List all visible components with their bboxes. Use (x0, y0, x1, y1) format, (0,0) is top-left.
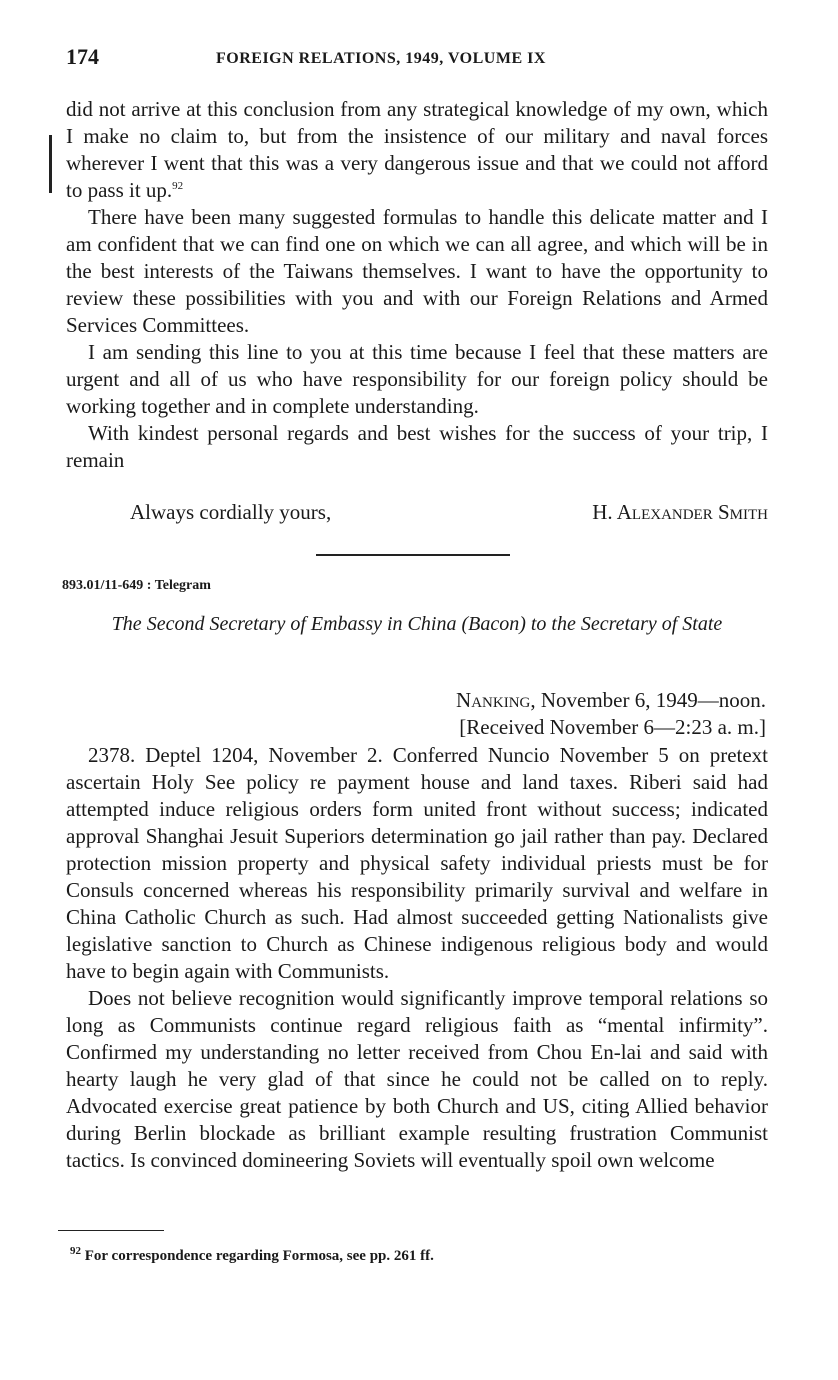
page-number: 174 (66, 44, 99, 69)
footnote (70, 1245, 434, 1265)
footnote-reference: 92 (172, 180, 184, 192)
telegram-body (66, 742, 768, 1174)
telegram-paragraph: Does not believe recognition would significantly improve temporal relations so long as Communists continue regard religious faith as “mental infirmity”. Confirmed my understanding no letter received from Chou En-lai and said with hearty laugh he very glad of that since he could not be called on to reply. Advocated exercise great patience by both Church and US, citing Allied behavior during Berlin blockade as brilliant example resulting frustration Communist tactics. Is convinced domineering Soviets will eventually spoil own welcome (66, 986, 768, 1172)
letter-body (66, 96, 768, 474)
letter-paragraph-text: did not arrive at this conclusion from any strategical knowledge of my own, which I make no claim to, but from the insistence of our military and naval forces wherever I went that this was a very dangerous issue and that we could not afford to pass it up. (66, 97, 768, 202)
dateline-line (456, 687, 766, 714)
footnote-divider (58, 1230, 164, 1231)
letter-paragraph: With kindest personal regards and best wishes for the success of your trip, I remain (66, 421, 768, 472)
letter-paragraph: I am sending this line to you at this time because I feel that these matters are urgent and all of us who have responsibility for our foreign policy should be working together and in complete understanding. (66, 340, 768, 418)
page-header (66, 44, 770, 80)
footnote-text: For correspondence regarding Formosa, see pp. 261 ff. (81, 1248, 434, 1264)
footnote-mark: 92 (70, 1245, 81, 1257)
running-title: FOREIGN RELATIONS, 1949, VOLUME IX (216, 50, 546, 67)
dateline-date: , November 6, 1949—noon. (530, 688, 766, 712)
margin-marker (49, 135, 52, 193)
document-title: The Second Secretary of Embassy in China (Bacon) to the Secretary of State (111, 613, 723, 635)
dateline-city: Nanking (456, 688, 531, 712)
dateline (456, 687, 766, 741)
letter-paragraph (66, 96, 768, 204)
section-divider (316, 554, 510, 556)
letter-paragraph: There have been many suggested formulas to handle this delicate matter and I am confident that we can find one on which we can all agree, and which will be in the best interests of the Taiwans themselves. I want to have the opportunity to review these possibilities with you and with our Foreign Relations and Armed Services Committees. (66, 205, 768, 337)
telegram-paragraph: 2378. Deptel 1204, November 2. Conferred Nuncio November 5 on pretext ascertain Holy See policy re payment house and land taxes. Riberi said had attempted induce religious orders form united front without success; indicated approval Shanghai Jesuit Superiors determination go jail rather than pay. Declared protection mission property and physical safety individual priests must be for Consuls concerned whereas his responsibility primarily survival and welfare in China Catholic Church as such. Had almost succeeded getting Nationalists give legislative sanction to Church as Chinese indigenous religious body and would have to begin again with Communists. (66, 743, 768, 983)
complimentary-close: Always cordially yours, (130, 500, 332, 524)
letter-closing (66, 500, 768, 528)
file-reference: 893.01/11-649 : Telegram (62, 578, 211, 593)
signature: H. Alexander Smith (592, 500, 768, 524)
received-line: [Received November 6—2:23 a. m.] (459, 715, 766, 739)
